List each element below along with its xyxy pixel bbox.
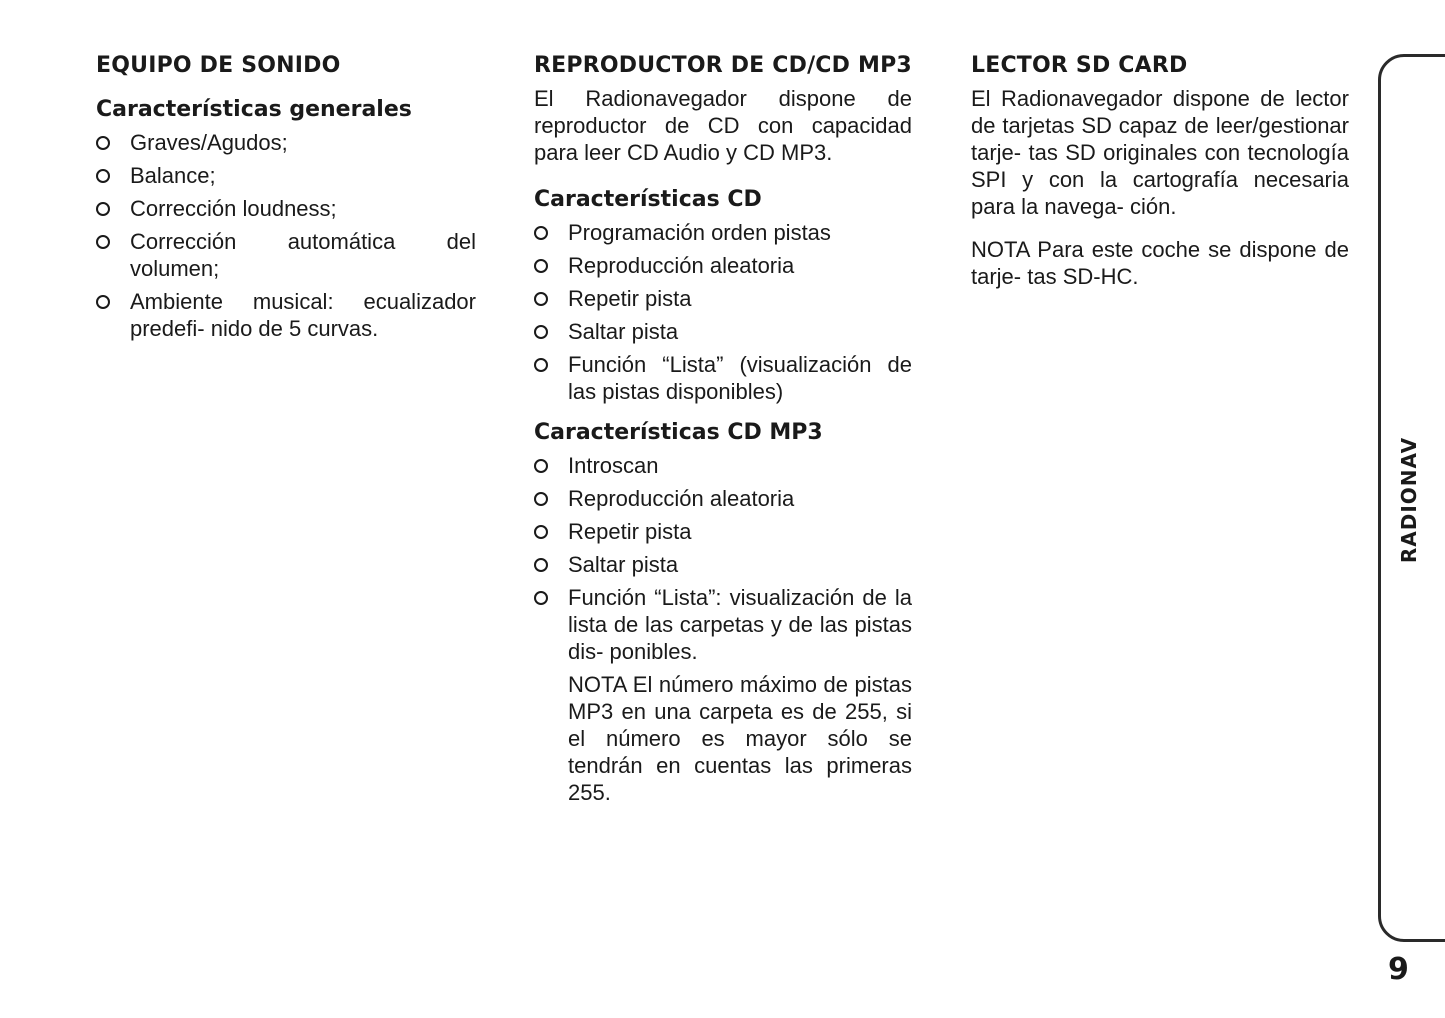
subsection-title-mp3-features: Características CD MP3 bbox=[534, 420, 823, 445]
section-title-cd-player: REPRODUCTOR DE CD/CD MP3 bbox=[534, 53, 912, 78]
list-item: Balance; bbox=[96, 162, 476, 189]
circle-bullet-icon bbox=[534, 525, 548, 539]
list-item: Ambiente musical: ecualizador predefi- nido de 5 curvas. bbox=[96, 288, 476, 342]
page-number: 9 bbox=[1388, 952, 1409, 987]
circle-bullet-icon bbox=[96, 136, 110, 150]
circle-bullet-icon bbox=[96, 295, 110, 309]
sd-card-intro: El Radionavegador dispone de lector de tarjetas SD capaz de leer/gestionar tarje- tas SD originales con tecnología SPI y con la cartografía necesaria para la navega- ción. bbox=[971, 86, 1349, 219]
list-item: Graves/Agudos; bbox=[96, 129, 476, 156]
circle-bullet-icon bbox=[534, 459, 548, 473]
list-item: Corrección loudness; bbox=[96, 195, 476, 222]
circle-bullet-icon bbox=[534, 358, 548, 372]
subsection-title-general-features: Características generales bbox=[96, 97, 412, 122]
mp3-features-list bbox=[534, 452, 912, 665]
list-item: Saltar pista bbox=[534, 318, 912, 345]
mp3-note: NOTA El número máximo de pistas MP3 en una carpeta es de 255, si el número es mayor sólo se tendrán en cuentas las primeras 255. bbox=[568, 672, 912, 805]
circle-bullet-icon bbox=[534, 259, 548, 273]
circle-bullet-icon bbox=[534, 492, 548, 506]
column-cd-player bbox=[534, 50, 912, 806]
cd-features-list bbox=[534, 219, 912, 405]
circle-bullet-icon bbox=[96, 202, 110, 216]
circle-bullet-icon bbox=[534, 591, 548, 605]
list-item: Repetir pista bbox=[534, 518, 912, 545]
list-item: Reproducción aleatoria bbox=[534, 485, 912, 512]
sd-card-note: NOTA Para este coche se dispone de tarje- tas SD-HC. bbox=[971, 237, 1349, 289]
list-item: Reproducción aleatoria bbox=[534, 252, 912, 279]
column-sound-system bbox=[96, 50, 476, 348]
list-item: Repetir pista bbox=[534, 285, 912, 312]
list-item: Programación orden pistas bbox=[534, 219, 912, 246]
chapter-tab-label: RADIONAV bbox=[1397, 436, 1421, 564]
circle-bullet-icon bbox=[534, 226, 548, 240]
circle-bullet-icon bbox=[96, 235, 110, 249]
list-item: Saltar pista bbox=[534, 551, 912, 578]
circle-bullet-icon bbox=[534, 325, 548, 339]
list-item: Función “Lista”: visualización de la lista de las carpetas y de las pistas dis- ponibles. bbox=[534, 584, 912, 665]
column-sd-card bbox=[971, 50, 1349, 290]
general-features-list bbox=[96, 129, 476, 342]
list-item: Introscan bbox=[534, 452, 912, 479]
circle-bullet-icon bbox=[534, 292, 548, 306]
subsection-title-cd-features: Características CD bbox=[534, 187, 762, 212]
list-item: Función “Lista” (visualización de las pistas disponibles) bbox=[534, 351, 912, 405]
section-title-sd-card: LECTOR SD CARD bbox=[971, 53, 1188, 78]
list-item: Corrección automática del volumen; bbox=[96, 228, 476, 282]
section-title-sound-system: EQUIPO DE SONIDO bbox=[96, 53, 341, 78]
circle-bullet-icon bbox=[534, 558, 548, 572]
cd-player-intro: El Radionavegador dispone de reproductor de CD con capacidad para leer CD Audio y CD MP3. bbox=[534, 86, 912, 165]
circle-bullet-icon bbox=[96, 169, 110, 183]
